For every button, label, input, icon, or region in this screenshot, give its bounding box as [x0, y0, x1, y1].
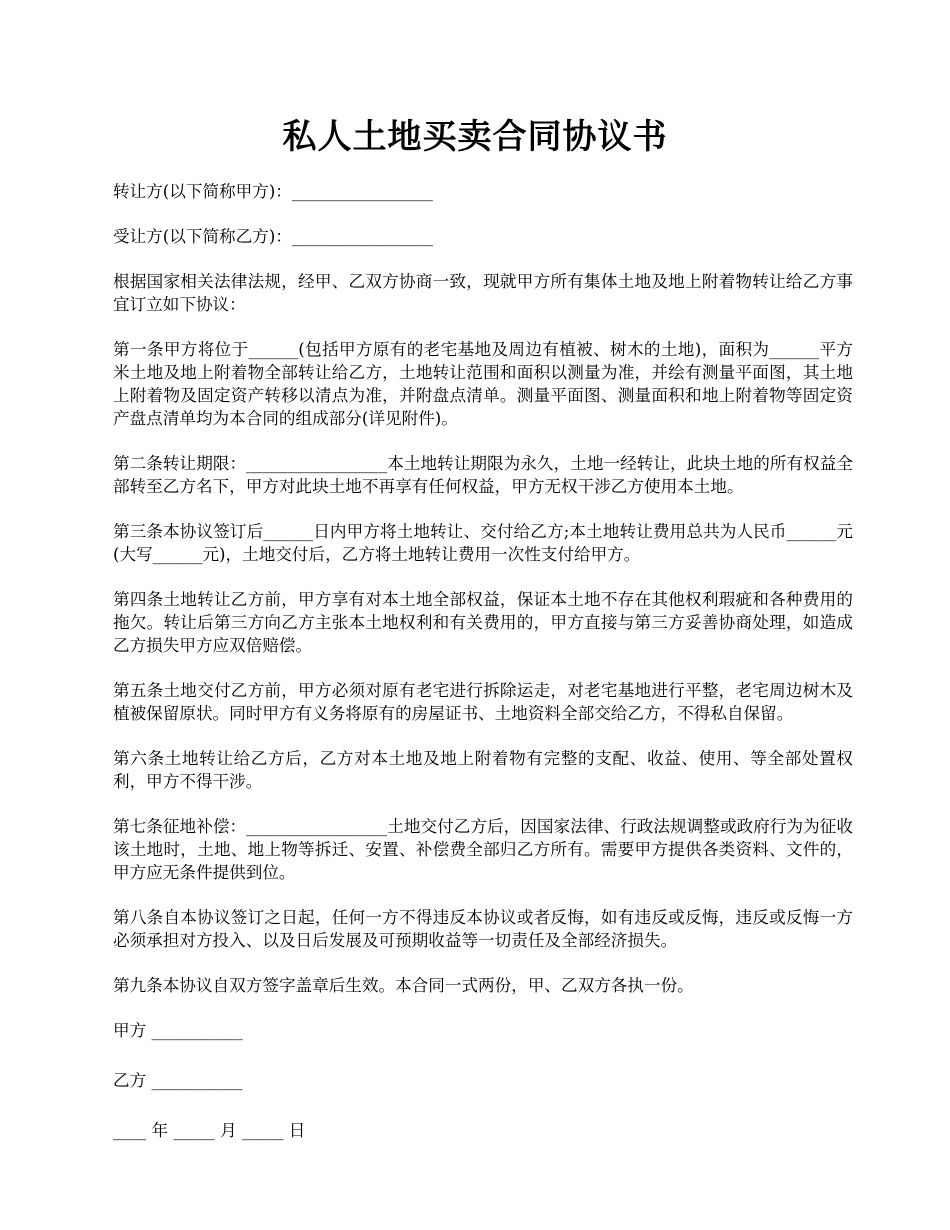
preamble-paragraph: 根据国家相关法律法规，经甲、乙双方协商一致，现就甲方所有集体土地及地上附着物转让给乙方事宜订立如下协议： — [113, 272, 853, 314]
article-1: 第一条甲方将位于______(包括甲方原有的老宅基地及周边有植被、树木的土地)，面积为______平方米土地及地上附着物全部转让给乙方，土地转让范围和面积以测量为准，并绘有测量平面图，其土地上附着物及固定资产转移以清点为准，并附盘点清单。测量平面图、测量面积和地上附着物等固定资产盘点清单均为本合同的组成部分(详见附件)。 — [113, 340, 853, 428]
article-7: 第七条征地补偿：_________________土地交付乙方后，因国家法律、行政法规调整或政府行为为征收该土地时，土地、地上物等拆迁、安置、补偿费全部归乙方所有。需要甲方提供各类资料、文件的，甲方应无条件提供到位。 — [113, 817, 853, 882]
article-2: 第二条转让期限：_________________本土地转让期限为永久，土地一经转让，此块土地的所有权益全部转至乙方名下，甲方对此块土地不再享有任何权益，甲方无权干涉乙方使用本土地。 — [113, 454, 853, 496]
date-line: ____ 年 _____ 月 _____ 日 — [113, 1121, 306, 1140]
party-b-signature: 乙方 ___________ — [113, 1071, 243, 1090]
article-8: 第八条自本协议签订之日起，任何一方不得违反本协议或者反悔，如有违反或反悔，违反或反悔一方必须承担对方投入、以及日后发展及可预期收益等一切责任及全部经济损失。 — [113, 908, 853, 950]
article-5: 第五条土地交付乙方前，甲方必须对原有老宅进行拆除运走，对老宅基地进行平整，老宅周边树木及植被保留原状。同时甲方有义务将原有的房屋证书、土地资料全部交给乙方，不得私自保留。 — [113, 681, 853, 723]
article-6: 第六条土地转让给乙方后，乙方对本土地及地上附着物有完整的支配、收益、使用、等全部处置权利，甲方不得干涉。 — [113, 749, 853, 791]
document-title: 私人土地买卖合同协议书 — [282, 117, 668, 157]
party-a-signature: 甲方 ___________ — [113, 1021, 243, 1040]
article-3: 第三条本协议签订后______日内甲方将土地转让、交付给乙方;本土地转让费用总共为人民币______元(大写______元)，土地交付后，乙方将土地转让费用一次性支付给甲方。 — [113, 522, 853, 564]
transferee-line: 受让方(以下简称乙方)：_________________ — [113, 227, 433, 246]
transferor-line: 转让方(以下简称甲方)：_________________ — [113, 182, 433, 201]
article-4: 第四条土地转让乙方前，甲方享有对本土地全部权益，保证本土地不存在其他权利瑕疵和各种费用的拖欠。转让后第三方向乙方主张本土地权利和有关费用的，甲方直接与第三方妥善协商处理，如造成乙方损失甲方应双倍赔偿。 — [113, 590, 853, 655]
document-body — [113, 180, 853, 1169]
article-9: 第九条本协议自双方签字盖章后生效。本合同一式两份，甲、乙双方各执一份。 — [113, 976, 694, 995]
